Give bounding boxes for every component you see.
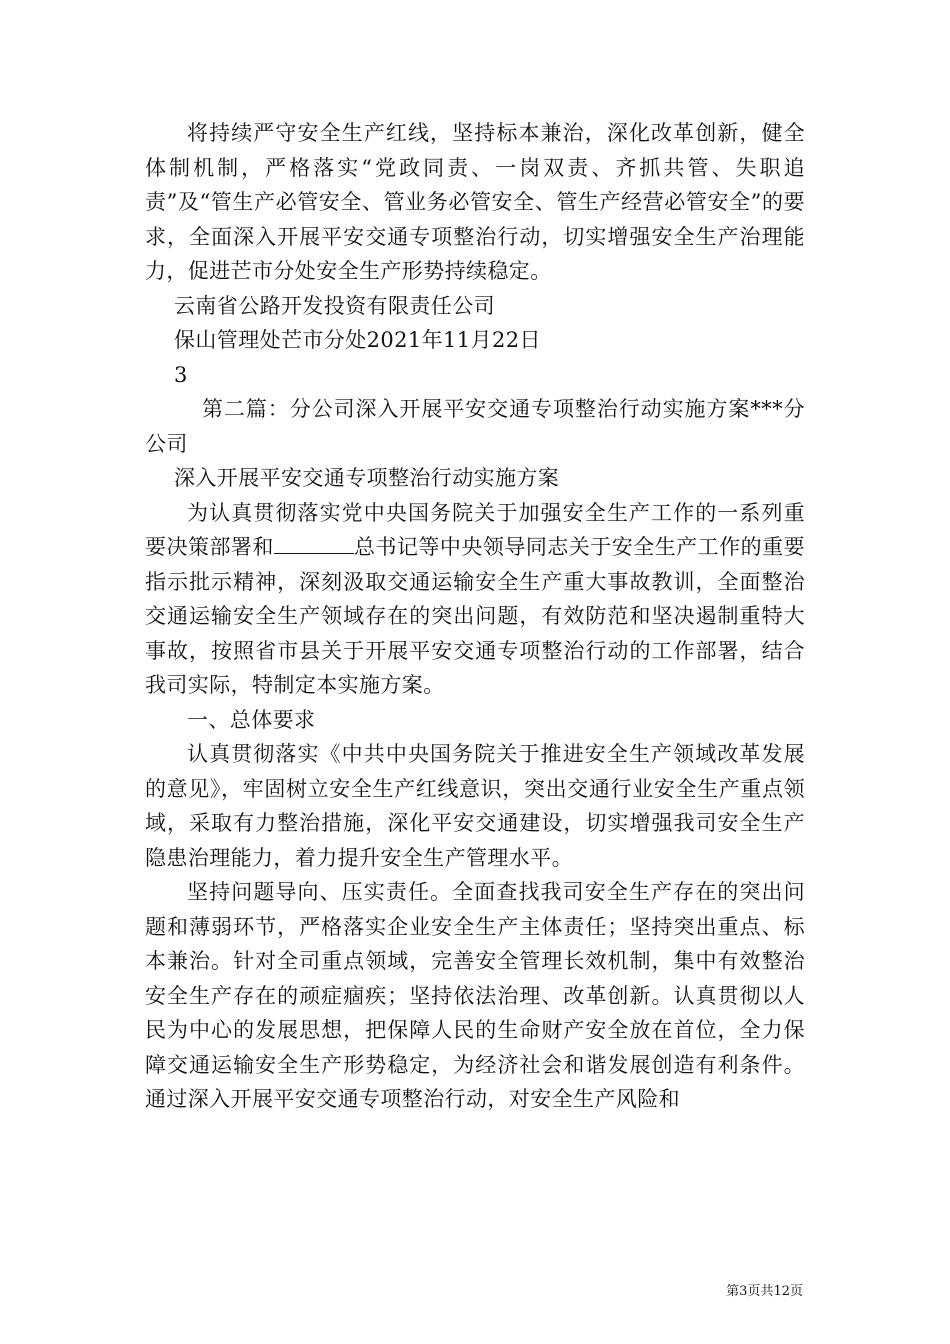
paragraph-requirements: 认真贯彻落实《中共中央国务院关于推进安全生产领域改革发展的意见》，牢固树立安全生产红线意识，突出交通行业安全生产重点领域，采取有力整治措施，深化平安交通建设，切实增强我司安全生产隐患治理能力，着力提升安全生产管理水平。 — [145, 742, 805, 870]
paragraph-purpose-part1: 为认真贯彻落实党中央国务院关于加强安全生产工作的一系列重要决策部署和 — [145, 500, 805, 559]
page-marker: 3 — [174, 362, 188, 387]
section2-subtitle: 深入开展平安交通专项整治行动实施方案 — [174, 466, 560, 490]
redacted-blank — [274, 535, 354, 554]
heading-general-requirements: 一、总体要求 — [187, 707, 316, 732]
section2-title: 第二篇：分公司深入开展平安交通专项整治行动实施方案***分公司 — [145, 397, 805, 456]
page-footer: 第3页共12页 — [726, 1284, 803, 1299]
paragraph-closing-commitment: 将持续严守安全生产红线，坚持标本兼治，深化改革创新，健全体制机制，严格落实“党政同责、一岗双责、齐抓共管、失职追责”及“管生产必管安全、管业务必管安全、管生产经营必管安全”的要求，全面深入开展平安交通专项整治行动，切实增强安全生产治理能力，促进芒市分处安全生产形势持续稳定。 — [145, 121, 805, 283]
paragraph-purpose-part2: 总书记等中央领导同志关于安全生产工作的重要指示批示精神，深刻汲取交通运输安全生产重大事故教训，全面整治交通运输安全生产领域存在的突出问题，有效防范和坚决遏制重特大事故，按照省市县关于开展平安交通专项整治行动的工作部署，结合我司实际，特制定本实施方案。 — [145, 535, 805, 697]
paragraph-purpose — [145, 496, 805, 703]
signature-dept-date: 保山管理处芒市分处2021年11月22日 — [174, 328, 541, 352]
paragraph-principles: 坚持问题导向、压实责任。全面查找我司安全生产存在的突出问题和薄弱环节，严格落实企业安全生产主体责任；坚持突出重点、标本兼治。针对全司重点领域，完善安全管理长效机制，集中有效整治安全生产存在的顽症痼疾；坚持依法治理、改革创新。认真贯彻以人民为中心的发展思想，把保障人民的生命财产安全放在首位，全力保障交通运输安全生产形势稳定，为经济社会和谐发展创造有利条件。通过深入开展平安交通专项整治行动，对安全生产风险和 — [145, 880, 805, 1111]
document-body — [145, 116, 805, 1117]
signature-company: 云南省公路开发投资有限责任公司 — [174, 293, 495, 318]
